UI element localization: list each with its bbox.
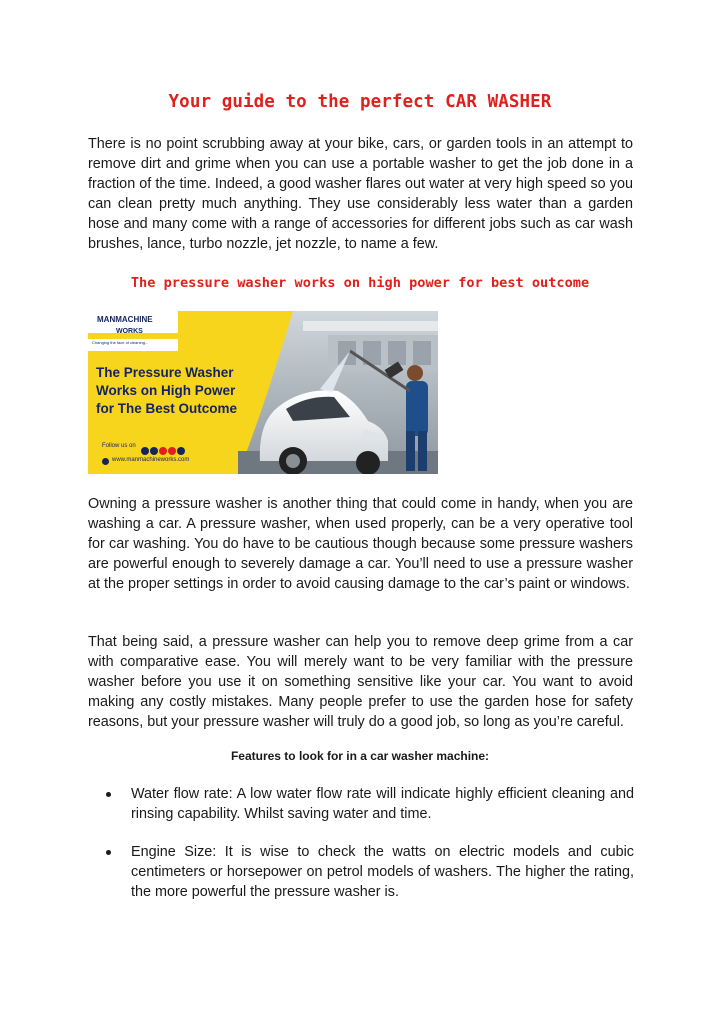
- feature-text: Engine Size: It is wise to check the watts on electric models and cubic centimeters or horsepower on petrol models of washers. The higher the rating, the more powerful the pressure washer is.: [131, 844, 634, 900]
- section-subheading: The pressure washer works on high power for best outcome: [130, 275, 590, 291]
- linkedin-icon[interactable]: [177, 447, 185, 455]
- banner-brand-line1: MANMACHINE: [97, 315, 153, 324]
- banner-website: www.manmachineworks.com: [112, 457, 190, 463]
- paragraph-that-being-said: That being said, a pressure washer can help you to remove deep grime from a car with comparative ease. You will merely want to be very familiar with the pressure washer before you use it on something sensitive like your car. You want to avoid making any costly mistakes. Many people prefer to use the garden hose for safety reasons, but your pressure washer will truly do a good job, so long as you’re careful.: [88, 634, 633, 730]
- globe-icon: [102, 458, 109, 465]
- page-title: Your guide to the perfect CAR WASHER: [168, 92, 552, 112]
- banner-headline-line2: Works on High Power: [96, 383, 236, 398]
- youtube-icon[interactable]: [168, 447, 176, 455]
- list-item: [104, 842, 634, 902]
- list-item: [104, 784, 634, 824]
- instagram-icon[interactable]: [159, 447, 167, 455]
- promo-banner-image: [88, 311, 438, 474]
- facebook-icon[interactable]: [141, 447, 149, 455]
- feature-text: Water flow rate: A low water flow rate will indicate highly efficient cleaning and rinsing capability. Whilst saving water and time.: [131, 786, 634, 822]
- features-heading: Features to look for in a car washer machine:: [230, 749, 490, 763]
- features-list-2: [104, 842, 634, 902]
- paragraph-owning: Owning a pressure washer is another thing that could come in handy, when you are washing a car. A pressure washer, when used properly, can be a very operative tool for car washing. You do have to be cautious though because some pressure washers are powerful enough to severely damage a car. You’ll need to use a pressure washer at the proper settings in order to avoid causing damage to the car’s paint or windows.: [88, 496, 633, 592]
- features-list: [104, 784, 634, 824]
- banner-brand-line2: WORKS: [116, 328, 143, 335]
- intro-paragraph: There is no point scrubbing away at your bike, cars, or garden tools in an attempt to remove dirt and grime when you can use a portable washer to get the job done in a fraction of the time. Indeed, a good washer flares out water at very high speed so you can clean pretty much anything. They use considerably less water than a garden hose and many come with a range of accessories for different jobs such as car wash brushes, lance, turbo nozzle, jet nozzle, to name a few.: [88, 136, 633, 252]
- bullet-icon: [106, 792, 111, 797]
- banner-headline-line3: for The Best Outcome: [96, 401, 238, 416]
- twitter-icon[interactable]: [150, 447, 158, 455]
- bullet-icon: [106, 850, 111, 855]
- banner-tagline: Changing the face of cleaning...: [92, 340, 149, 345]
- banner-headline-line1: The Pressure Washer: [96, 365, 234, 380]
- banner-follow-label: Follow us on: [102, 443, 136, 449]
